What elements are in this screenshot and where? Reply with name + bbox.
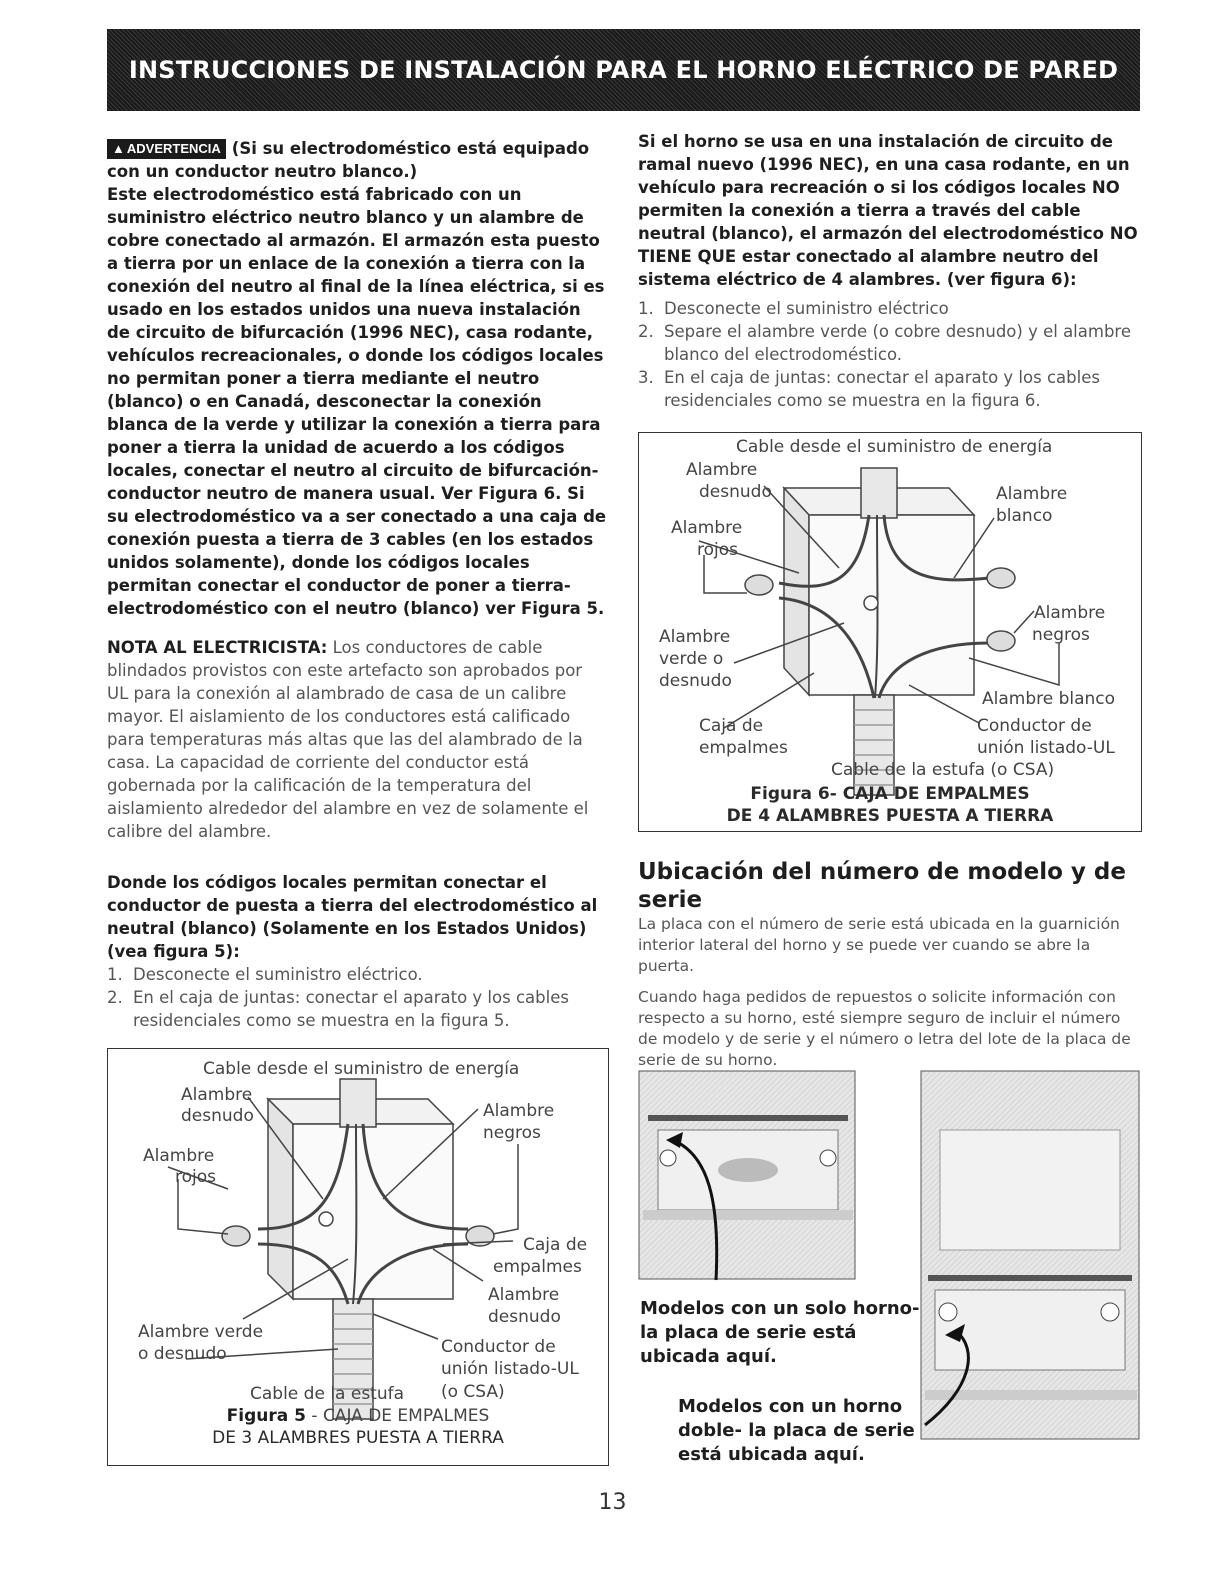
- list-item: 2. En el caja de juntas: conectar el aparato y los cables residenciales como se muestra en la figura 5.: [107, 988, 569, 1030]
- fig5-bare-right-label-1: Alambre: [488, 1285, 560, 1305]
- right-steps-list: [638, 297, 1138, 412]
- warning-condition: (Si su electrodoméstico está equipado con un conductor neutro blanco.): [107, 139, 590, 181]
- fig6-box-label-1: Caja de: [699, 716, 764, 736]
- list-item: 3. En el caja de juntas: conectar el aparato y los cables residenciales como se muestra en la figura 6.: [638, 368, 1100, 410]
- neutral-heading: Donde los códigos locales permitan conectar el conductor de puesta a tierra del electrodoméstico al neutral (blanco) (Solamente en los Estados Unidos) (vea figura 5):: [107, 873, 598, 961]
- figure-5-box: [107, 1048, 609, 1466]
- warning-paragraph: [107, 137, 607, 183]
- fig6-range-cable-label: Cable de la estufa (o CSA): [831, 760, 1055, 780]
- figure-6-box: [638, 432, 1142, 832]
- fig6-black-label-2: negros: [1032, 625, 1090, 645]
- model-serial-paragraph-1: La placa con el número de serie está ubicada en la guarnición interior lateral del horno y se puede ver cuando se abre la puerta.: [638, 915, 1120, 975]
- fig5-green-label-1: Alambre verde: [138, 1322, 264, 1342]
- fig6-bare-label-1: Alambre: [686, 460, 758, 480]
- fig6-red-label-2: rojos: [697, 540, 738, 560]
- fig6-white-bottom-label: Alambre blanco: [982, 689, 1116, 709]
- single-oven-image: [638, 1070, 858, 1282]
- warning-triangle-icon: ▲: [112, 141, 125, 156]
- fig5-red-label-2: rojos: [175, 1167, 216, 1187]
- fig6-box-label-2: empalmes: [699, 738, 788, 758]
- left-column: [107, 137, 607, 1032]
- fig6-supply-label: Cable desde el suministro de energía: [736, 437, 1053, 457]
- fig6-green-label-2: verde o: [659, 649, 724, 669]
- fig5-conductor-label-1: Conductor de: [441, 1337, 556, 1357]
- fig5-box-label-1: Caja de: [523, 1235, 588, 1255]
- warning-badge: ▲ ADVERTENCIA: [107, 139, 226, 159]
- fig5-range-cable-label: Cable de la estufa: [250, 1384, 405, 1404]
- fig6-conductor-label-1: Conductor de: [977, 716, 1092, 736]
- fig5-box-label-2: empalmes: [493, 1257, 582, 1277]
- fig6-white-label-2: blanco: [996, 506, 1053, 526]
- fig5-bare-label-2: desnudo: [181, 1106, 254, 1126]
- right-column: [638, 130, 1138, 412]
- fig5-green-label-2: o desnudo: [138, 1344, 227, 1364]
- fig6-black-label-1: Alambre: [1034, 603, 1106, 623]
- model-serial-paragraph-2: Cuando haga pedidos de repuestos o solicite información con respecto a su horno, esté siempre seguro de incluir el número de modelo y de serie y el número o letra del lote de la placa de serie de su horno.: [638, 988, 1131, 1069]
- four-wire-intro: Si el horno se usa en una instalación de circuito de ramal nuevo (1996 NEC), en una casa rodante, en un vehículo para recreación o si los códigos locales NO permiten la conexión a tierra a través del cable neutral (blanco), el armazón del electrodoméstico NO TIENE QUE estar conectado al alambre neutro del sistema eléctrico de 4 alambres. (ver figura 6):: [638, 132, 1138, 289]
- list-item: 1. Desconecte el suministro eléctrico.: [107, 965, 423, 984]
- fig6-white-label-1: Alambre: [996, 484, 1068, 504]
- warning-body: Este electrodoméstico está fabricado con un suministro eléctrico neutro blanco y un alambre de cobre conectado al armazón. El armazón esta puesto a tierra por un enlace de la conexión a tierra con la conexión del neutro al final de la línea eléctrica, si es usado en los estados unidos una nueva instalación de circuito de bifurcación (1996 NEC), casa rodante, vehículos recreacionales, o donde los códigos locales no permitan poner a tierra mediante el neutro (blanco) o en Canadá, desconectar la conexión blanca de la verde y utilizar la conexión a tierra para poner a tierra la unidad de acuerdo a los códigos locales, conectar el neutro al circuito de bifurcación-conductor neutro de manera usual. Ver Figura 6. Si su electrodoméstico va a ser conectado a una caja de conexión puesta a tierra de 3 cables (en los estados unidos solamente), donde los códigos locales permitan conectar el conductor de poner a tierra-electrodoméstico con el neutro (blanco) ver Figura 5.: [107, 185, 607, 618]
- fig6-caption-line-2: DE 4 ALAMBRES PUESTA A TIERRA: [726, 806, 1054, 826]
- left-steps-list: [107, 963, 607, 1032]
- single-oven-caption: Modelos con un solo horno- la placa de serie está ubicada aquí.: [640, 1298, 920, 1367]
- page-title-banner: [107, 29, 1140, 111]
- page-number: 13: [598, 1490, 627, 1515]
- fig5-caption-line-2: DE 3 ALAMBRES PUESTA A TIERRA: [212, 1428, 504, 1448]
- fig6-conductor-label-2: unión listado-UL: [977, 738, 1115, 758]
- model-serial-section: [638, 858, 1138, 1071]
- list-item: 2. Separe el alambre verde (o cobre desnudo) y el alambre blanco del electrodoméstico.: [638, 322, 1131, 364]
- fig5-caption-line-1: Figura 5 - CAJA DE EMPALMES: [226, 1406, 490, 1426]
- electrician-note: [107, 636, 607, 843]
- fig5-supply-label: Cable desde el suministro de energía: [203, 1059, 520, 1079]
- fig5-csa-label: (o CSA): [441, 1382, 505, 1402]
- fig5-black-label-2: negros: [483, 1123, 541, 1143]
- fig5-bare-label-1: Alambre: [181, 1085, 253, 1105]
- list-item: 1. Desconecte el suministro eléctrico: [638, 299, 949, 318]
- model-serial-heading: Ubicación del número de modelo y de serie: [638, 859, 1126, 913]
- page-title: INSTRUCCIONES DE INSTALACIÓN PARA EL HORNO ELÉCTRICO DE PARED: [128, 56, 1119, 84]
- fig5-red-label-1: Alambre: [143, 1146, 215, 1166]
- fig5-black-label-1: Alambre: [483, 1101, 555, 1121]
- fig6-bare-label-2: desnudo: [699, 482, 772, 502]
- electrician-note-label: NOTA AL ELECTRICISTA:: [107, 638, 328, 657]
- fig6-caption-line-1: Figura 6- CAJA DE EMPALMES: [750, 784, 1030, 804]
- double-oven-image: [920, 1070, 1142, 1442]
- fig6-green-label-3: desnudo: [659, 671, 732, 691]
- fig5-bare-right-label-2: desnudo: [488, 1307, 561, 1327]
- fig6-red-label-1: Alambre: [671, 518, 743, 538]
- double-oven-caption: Modelos con un horno doble- la placa de serie está ubicada aquí.: [678, 1396, 915, 1465]
- fig6-green-label-1: Alambre: [659, 627, 731, 647]
- fig5-conductor-label-2: unión listado-UL: [441, 1359, 579, 1379]
- electrician-note-body: Los conductores de cable blindados provistos con este artefacto son aprobados por UL para la conexión al alambrado de casa de un calibre mayor. El aislamiento de los conductores está calificado para temperaturas más altas que las del alambrado de la casa. La capacidad de corriente del conductor está gobernada por la calificación de la temperatura del aislamiento alrededor del alambre en vez de solamente el calibre del alambre.: [107, 638, 589, 841]
